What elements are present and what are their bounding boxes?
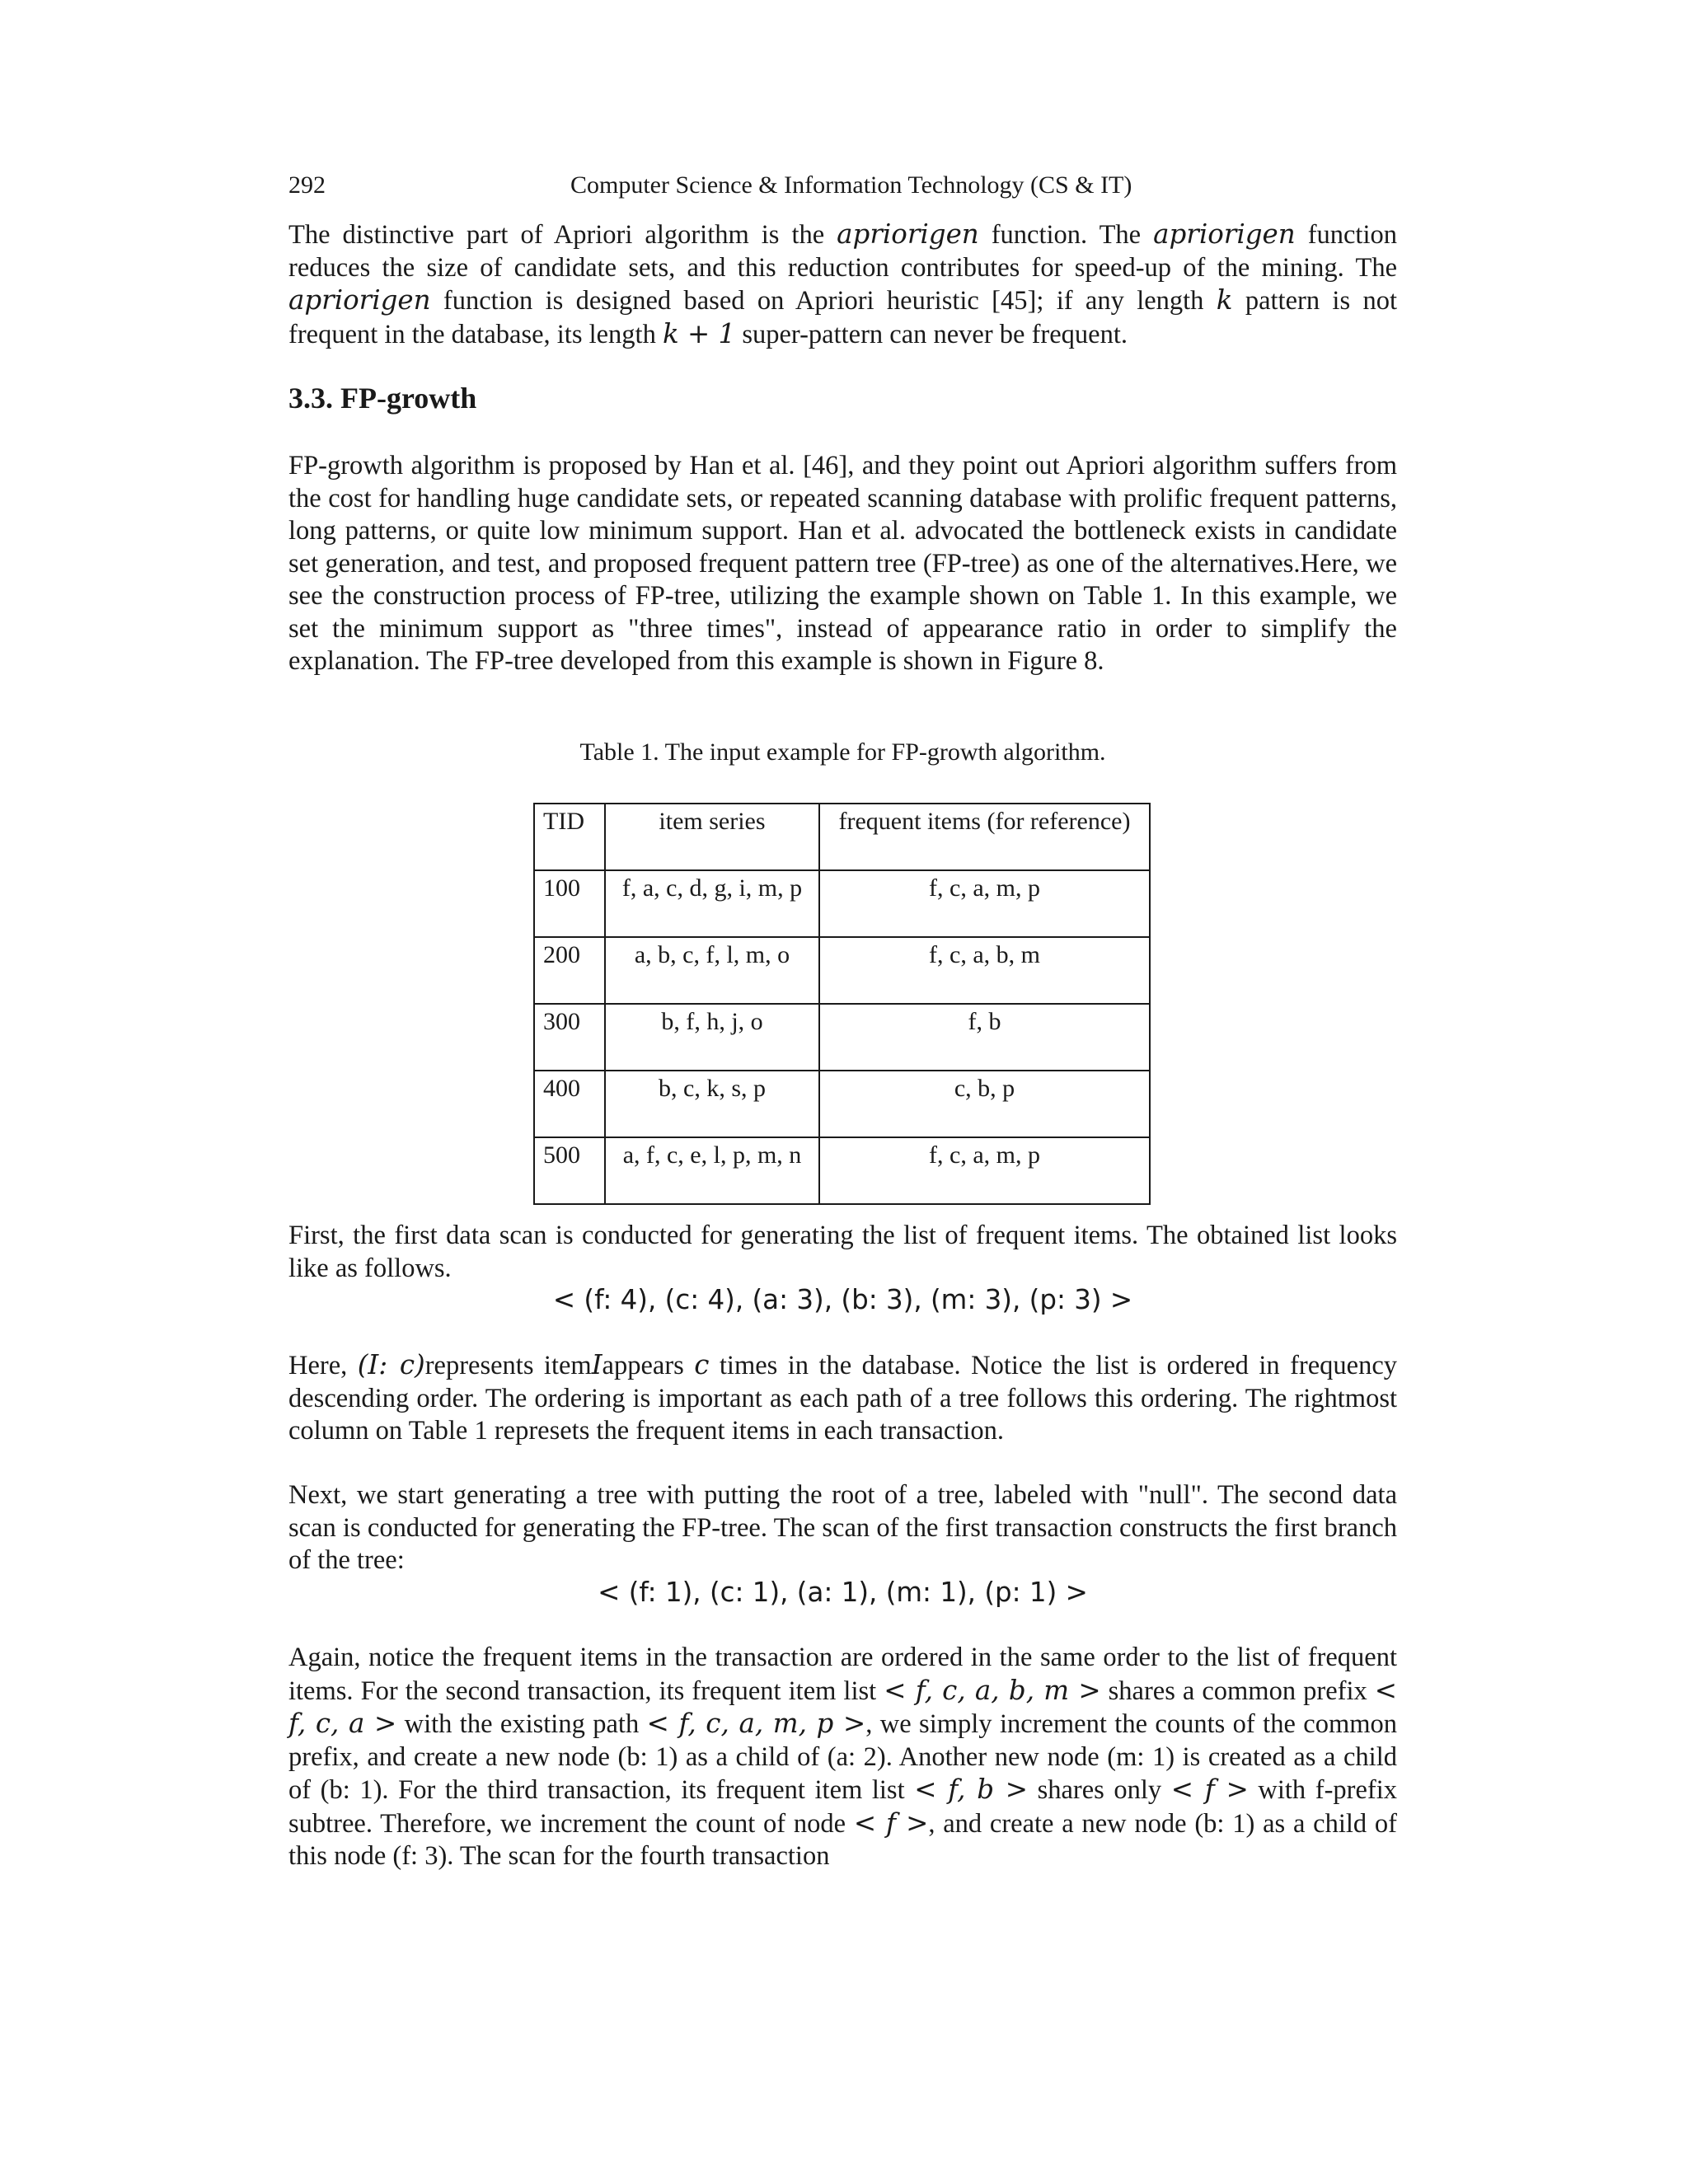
table-row xyxy=(534,870,1150,937)
table-cell: 500 xyxy=(534,1137,605,1204)
frequent-items-list-formula: < (f: 4), (c: 4), (a: 3), (b: 3), (m: 3), (p: 3) > xyxy=(552,1284,1133,1315)
table-cell: f, c, a, m, p xyxy=(819,870,1150,937)
table-cell: f, a, c, d, g, i, m, p xyxy=(605,870,819,937)
math-inline: (m: 1) xyxy=(1107,1741,1175,1772)
section-heading: 3.3. FP-growth xyxy=(288,382,477,415)
math-inline: < f, c, a, m, p > xyxy=(646,1708,866,1739)
table-cell: f, b xyxy=(819,1004,1150,1071)
apriorigen-term: apriorigen xyxy=(288,284,431,316)
item-count-paragraph: Here, (I: c)represents itemIappears c times in the database. Notice the list is ordered in frequency descending order. The ordering is important as each path of a tree follows this ordering. The rightmost column on Table 1 represets the frequent items in each transaction. xyxy=(288,1349,1397,1446)
table-row xyxy=(534,1004,1150,1071)
math-inline: < f, c, a > xyxy=(288,1674,1398,1739)
first-branch-formula: < (f: 1), (c: 1), (a: 1), (m: 1), (p: 1) > xyxy=(598,1577,1088,1608)
table-header-row xyxy=(534,804,1150,870)
table-cell: c, b, p xyxy=(819,1071,1150,1137)
table-header-cell: item series xyxy=(605,804,819,870)
table-cell: f, c, a, b, m xyxy=(819,937,1150,1004)
table-cell: b, c, k, s, p xyxy=(605,1071,819,1137)
math-inline: < f, c, a, b, m > xyxy=(884,1674,1101,1706)
table-cell: 300 xyxy=(534,1004,605,1071)
math-k-plus-1: k + 1 xyxy=(662,317,736,349)
table-header-cell: TID xyxy=(534,804,605,870)
table-cell: 200 xyxy=(534,937,605,1004)
input-example-table xyxy=(533,803,1151,1205)
transactions-paragraph: Again, notice the frequent items in the transaction are ordered in the same order to the list of frequent items. For the second transaction, its frequent item list < f, c, a, b, m > shares a common prefix < f, c, a > with the existing path < f, c, a, m, p >, we simply increment the counts of the common prefix, and create a new node (b: 1) as a child of (a: 2). Another new node (m: 1) is created as a child of (b: 1). For the third transaction, its frequent item list < f, b > shares only < f > with f-prefix subtree. Therefore, we increment the count of node < f >, and create a new node (b: 1) as a child of this node (f: 3). The scan for the fourth transaction xyxy=(288,1643,1398,1871)
table-cell: 400 xyxy=(534,1071,605,1137)
table-cell: f, c, a, m, p xyxy=(819,1137,1150,1204)
table-cell: a, f, c, e, l, p, m, n xyxy=(605,1137,819,1204)
math-inline: (f: 3) xyxy=(392,1841,448,1871)
intro-paragraph: The distinctive part of Apriori algorithm is the apriorigen function. The apriorigen function reduces the size of candidate sets, and this reduction contributes for speed-up of the mining. The apriorigen function is designed based on Apriori heuristic [45]; if any length k pattern is not frequent in the database, its length k + 1 super-pattern can never be frequent. xyxy=(288,218,1397,349)
math-inline: < f, b > xyxy=(914,1774,1029,1805)
tree-construction-paragraph: Next, we start generating a tree with putting the root of a tree, labeled with "null". The second data scan is conducted for generating the FP-tree. The scan of the first transaction constructs the first branch of the tree: xyxy=(288,1480,1397,1575)
table-cell: a, b, c, f, l, m, o xyxy=(605,937,819,1004)
math-inline: c xyxy=(694,1349,710,1380)
table-row xyxy=(534,1137,1150,1204)
journal-title: Computer Science & Information Technology (CS & IT) xyxy=(570,171,1132,199)
math-inline: I xyxy=(591,1349,603,1380)
math-inline: (I: c) xyxy=(357,1349,425,1380)
first-scan-paragraph: First, the first data scan is conducted for generating the list of frequent items. The obtained list looks like as follows. xyxy=(288,1221,1397,1283)
fp-growth-paragraph: FP-growth algorithm is proposed by Han et al. [46], and they point out Apriori algorithm suffers from the cost for handling huge candidate sets, or repeated scanning database with prolific frequent patterns, long patterns, or quite low minimum support. Han et al. advocated the bottleneck exists in candidate set generation, and test, and proposed frequent pattern tree (FP-tree) as one of the alternatives.Here, we see the construction process of FP-tree, utilizing the example shown on Table 1. In this example, we set the minimum support as "three times", instead of appearance ratio in order to simplify the explanation. The FP-tree developed from this example is shown in Figure 8. xyxy=(288,451,1397,676)
page-number: 292 xyxy=(288,171,326,199)
table-header-cell: frequent items (for reference) xyxy=(819,804,1150,870)
table-row xyxy=(534,1071,1150,1137)
running-header xyxy=(288,171,1397,204)
table-row xyxy=(534,937,1150,1004)
apriorigen-term: apriorigen xyxy=(1153,218,1296,250)
math-inline: < f > xyxy=(853,1807,929,1839)
math-k: k xyxy=(1216,284,1233,316)
table-caption: Table 1. The input example for FP-growth algorithm. xyxy=(579,738,1106,766)
math-inline: (b: 1) xyxy=(1194,1808,1255,1839)
table-cell: b, f, h, j, o xyxy=(605,1004,819,1071)
math-inline: (b: 1) xyxy=(320,1775,382,1805)
math-inline: < f > xyxy=(1170,1774,1249,1805)
table-cell: 100 xyxy=(534,870,605,937)
apriorigen-term: apriorigen xyxy=(837,218,979,250)
